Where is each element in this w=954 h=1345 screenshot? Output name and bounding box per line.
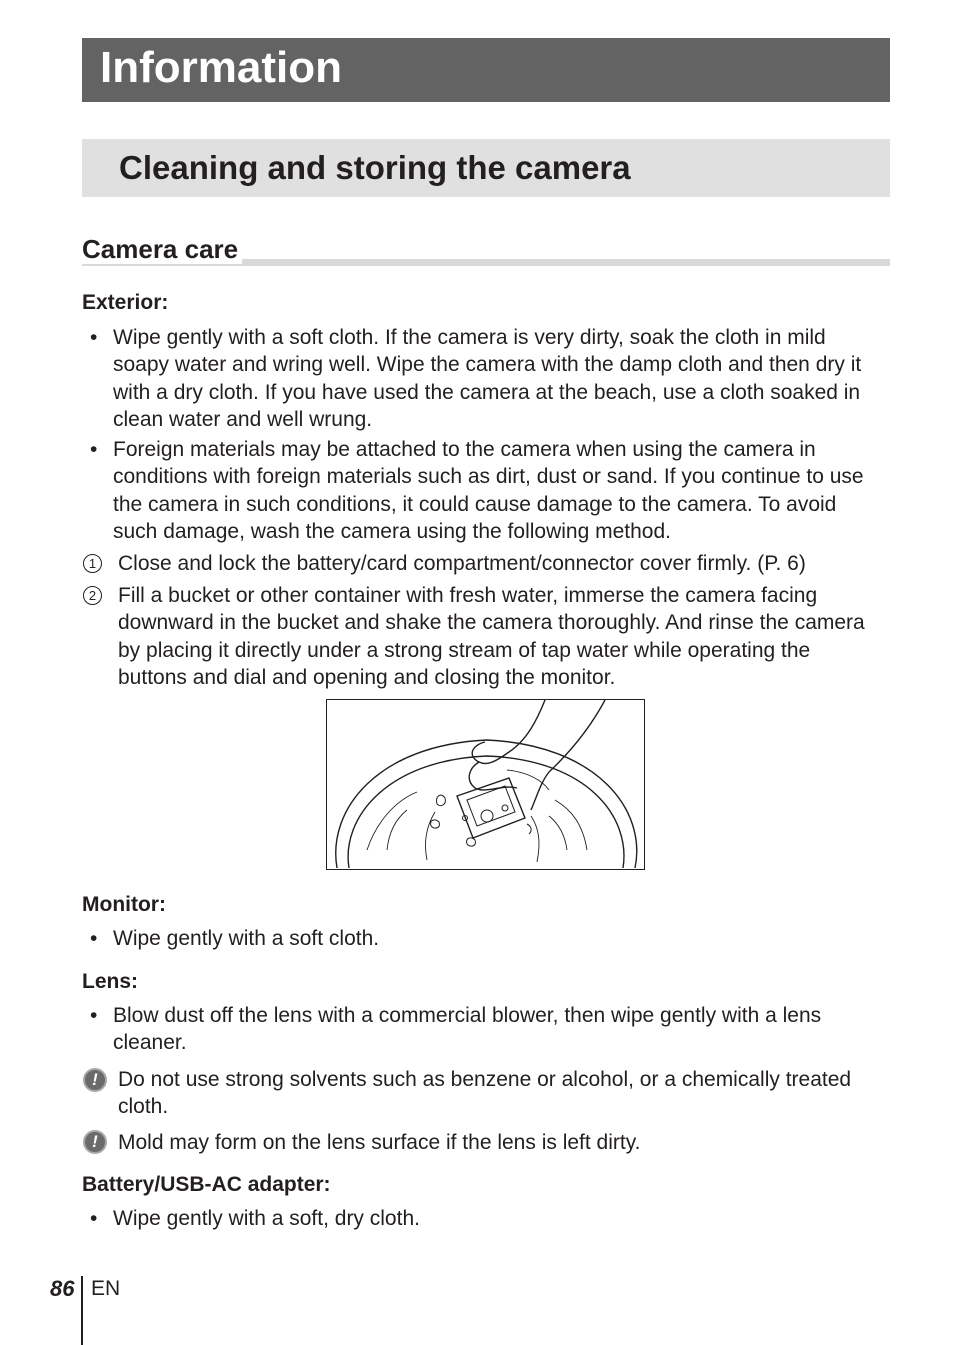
exterior-bullet: Foreign materials may be attached to the camera when using the camera in conditions with foreign materials such as dirt, dust or sand. If you continue to use the camera in such conditions, it could cause damage to the camera. To avoid such damage, wash the camera using the following method. <box>113 438 864 543</box>
caution-icon: ! <box>83 1130 107 1154</box>
caution-icon: ! <box>83 1068 107 1092</box>
caution-text: Do not use strong solvents such as benzene or alcohol, or a chemically treated cloth. <box>118 1068 852 1119</box>
bullet-marker: • <box>90 1207 98 1230</box>
monitor-bullet: Wipe gently with a soft cloth. <box>113 927 380 950</box>
bullet-marker: • <box>90 326 98 349</box>
lens-bullet: Blow dust off the lens with a commercial blower, then wipe gently with a lens cleaner. <box>113 1004 822 1055</box>
section-header <box>82 139 890 197</box>
bucket-hand-camera-drawing <box>327 700 643 868</box>
page-number: 86 <box>50 1276 75 1301</box>
bullet-marker: • <box>90 1004 98 1027</box>
chapter-header <box>82 38 890 102</box>
lens-heading: Lens: <box>82 970 139 993</box>
battery-heading: Battery/USB-AC adapter: <box>82 1173 331 1196</box>
bullet-marker: • <box>90 927 98 950</box>
footer-divider <box>81 1276 83 1345</box>
caution-text: Mold may form on the lens surface if the lens is left dirty. <box>118 1131 641 1154</box>
language-code: EN <box>91 1277 121 1300</box>
step-text: Close and lock the battery/card compartment/connector cover firmly. (P. 6) <box>118 552 806 575</box>
exterior-heading: Exterior: <box>82 291 169 314</box>
washing-camera-illustration <box>326 699 645 870</box>
chapter-title: Information <box>100 43 342 92</box>
monitor-heading: Monitor: <box>82 893 166 916</box>
subsection-title: Camera care <box>82 234 242 264</box>
battery-bullet: Wipe gently with a soft, dry cloth. <box>113 1207 420 1230</box>
step-number-badge: 2 <box>83 586 102 605</box>
subsection-header <box>82 232 890 266</box>
exterior-bullet: Wipe gently with a soft cloth. If the camera is very dirty, soak the cloth in mild soapy water and wring well. Wipe the camera with the damp cloth and then dry it with a dry cloth. If you have used the camera at the beach, use a cloth soaked in clean water and well wrung. <box>113 326 862 431</box>
section-title: Cleaning and storing the camera <box>119 149 631 186</box>
bullet-marker: • <box>90 438 98 461</box>
step-number-badge: 1 <box>83 554 102 573</box>
step-text: Fill a bucket or other container with fresh water, immerse the camera facing downward in the bucket and shake the camera thoroughly. And rinse the camera by placing it directly under a strong stream of tap water while operating the buttons and dial and opening and closing the monitor. <box>118 584 865 689</box>
